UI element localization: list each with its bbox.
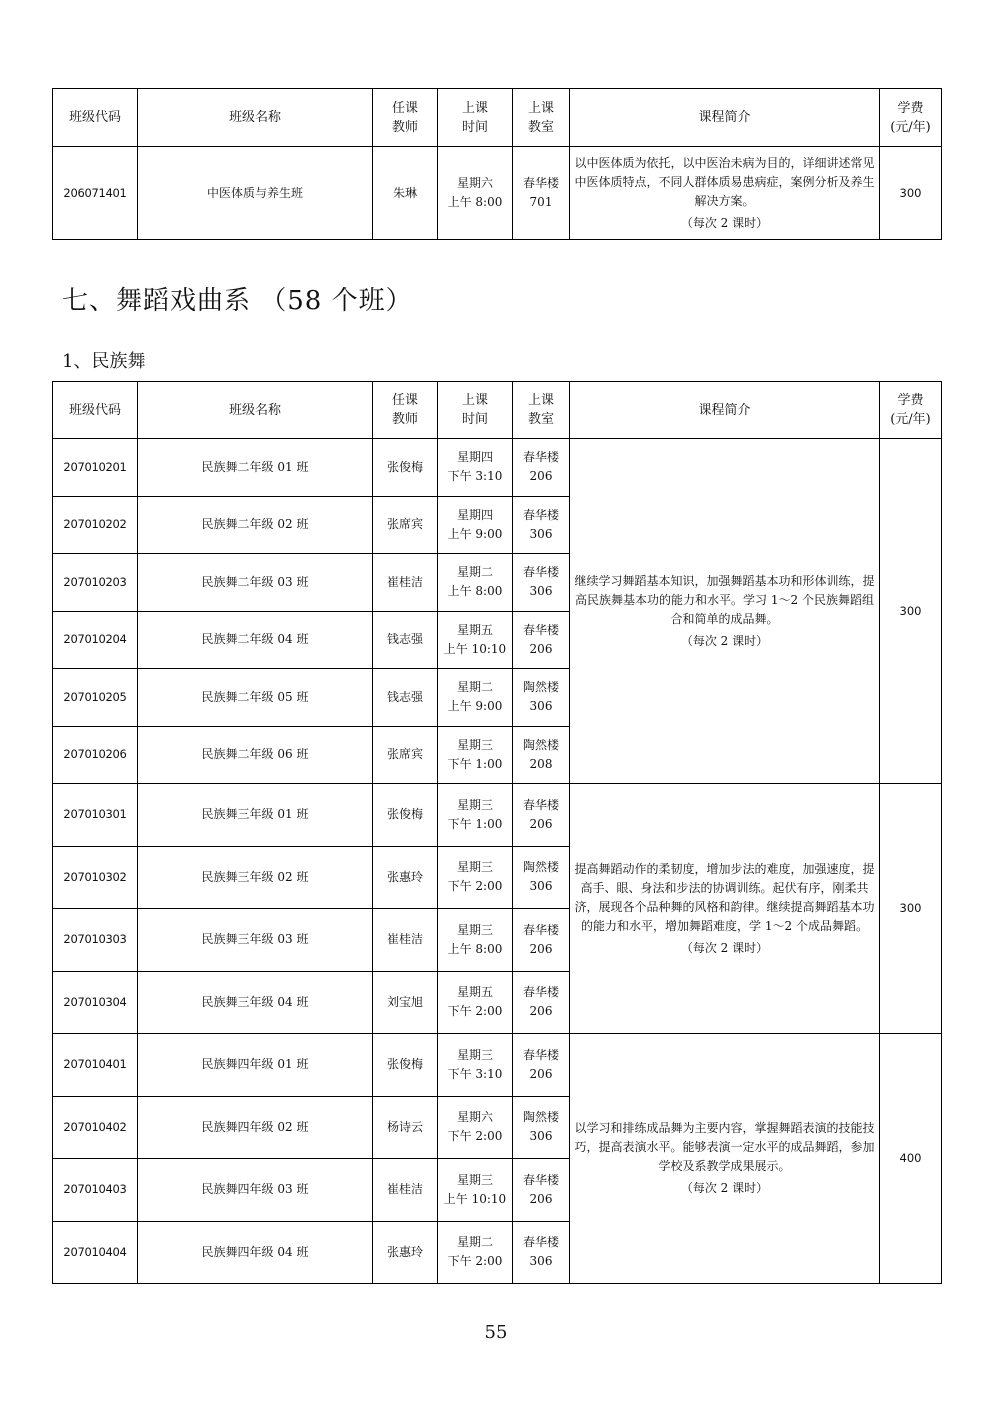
- class-code: 207010301: [53, 784, 138, 847]
- section-title: 七、舞蹈戏曲系 （58 个班）: [62, 286, 413, 316]
- class-teacher: 朱琳: [373, 147, 438, 240]
- class-fee: 300: [880, 784, 942, 1034]
- class-code: 207010404: [53, 1221, 138, 1284]
- class-time: 星期六 下午 2:00: [438, 1096, 513, 1159]
- class-name: 民族舞三年级 01 班: [138, 784, 373, 847]
- class-name: 民族舞四年级 02 班: [138, 1096, 373, 1159]
- class-teacher: 张席宾: [373, 496, 438, 554]
- class-time: 星期六 上午 8:00: [438, 147, 513, 240]
- class-room: 春华楼 206: [513, 1034, 570, 1097]
- class-name: 民族舞四年级 03 班: [138, 1159, 373, 1222]
- course-description: 以学习和排练成品舞为主要内容，掌握舞蹈表演的技能技巧，提高表演水平。能够表演一定水平的成品舞蹈，参加学校及系教学成果展示。 （每次 2 课时）: [570, 1034, 880, 1284]
- class-code: 207010402: [53, 1096, 138, 1159]
- class-name: 民族舞二年级 02 班: [138, 496, 373, 554]
- class-room: 春华楼 206: [513, 784, 570, 847]
- class-time: 星期四 上午 9:00: [438, 496, 513, 554]
- class-time: 星期五 下午 2:00: [438, 971, 513, 1034]
- class-code: 207010303: [53, 909, 138, 972]
- class-room: 春华楼 206: [513, 971, 570, 1034]
- class-time: 星期三 下午 3:10: [438, 1034, 513, 1097]
- class-teacher: 钱志强: [373, 611, 438, 669]
- class-teacher: 张惠玲: [373, 846, 438, 909]
- class-room: 春华楼 206: [513, 439, 570, 497]
- class-name: 民族舞三年级 02 班: [138, 846, 373, 909]
- class-name: 民族舞二年级 06 班: [138, 726, 373, 784]
- header-time: 上课 时间: [438, 382, 513, 439]
- class-name: 中医体质与养生班: [138, 147, 373, 240]
- header-room: 上课 教室: [513, 382, 570, 439]
- class-room: 春华楼 701: [513, 147, 570, 240]
- class-time: 星期二 上午 9:00: [438, 669, 513, 727]
- class-room: 春华楼 206: [513, 909, 570, 972]
- class-code: 207010202: [53, 496, 138, 554]
- table-header-row: [53, 382, 942, 439]
- header-fee: 学费 (元/年): [880, 382, 942, 439]
- class-name: 民族舞二年级 01 班: [138, 439, 373, 497]
- class-time: 星期二 上午 8:00: [438, 554, 513, 612]
- class-room: 春华楼 306: [513, 554, 570, 612]
- class-time: 星期三 下午 1:00: [438, 784, 513, 847]
- course-table-folk-dance: [52, 381, 942, 1284]
- course-note: （每次 2 课时）: [680, 215, 769, 230]
- course-note: （每次 2 课时）: [680, 633, 769, 648]
- section-subtitle: 1、民族舞: [62, 351, 146, 372]
- table-row: [53, 784, 942, 847]
- class-room: 陶然楼 306: [513, 669, 570, 727]
- class-time: 星期三 下午 1:00: [438, 726, 513, 784]
- class-teacher: 崔桂洁: [373, 909, 438, 972]
- class-name: 民族舞四年级 04 班: [138, 1221, 373, 1284]
- class-teacher: 崔桂洁: [373, 554, 438, 612]
- course-description: 提高舞蹈动作的柔韧度，增加步法的难度，加强速度，提高手、眼、身法和步法的协调训练。起伏有序，刚柔共济，展现各个品种舞的风格和韵律。继续提高舞蹈基本功的能力和水平，增加舞蹈难度，学 1～2 个成品舞蹈。 （每次 2 课时）: [570, 784, 880, 1034]
- table-header-row: [53, 89, 942, 147]
- class-teacher: 张俊梅: [373, 784, 438, 847]
- header-desc: 课程简介: [570, 382, 880, 439]
- header-name: 班级名称: [138, 89, 373, 147]
- header-desc: 课程简介: [570, 89, 880, 147]
- class-room: 陶然楼 208: [513, 726, 570, 784]
- header-name: 班级名称: [138, 382, 373, 439]
- header-teacher: 任课 教师: [373, 382, 438, 439]
- class-name: 民族舞二年级 05 班: [138, 669, 373, 727]
- class-room: 陶然楼 306: [513, 846, 570, 909]
- course-description: 以中医体质为依托，以中医治未病为目的，详细讲述常见中医体质特点，不同人群体质易患病症，案例分析及养生解决方案。 （每次 2 课时）: [570, 147, 880, 240]
- class-time: 星期二 下午 2:00: [438, 1221, 513, 1284]
- class-time: 星期三 下午 2:00: [438, 846, 513, 909]
- class-teacher: 刘宝旭: [373, 971, 438, 1034]
- table-row: [53, 439, 942, 497]
- class-code: 206071401: [53, 147, 138, 240]
- header-fee: 学费 (元/年): [880, 89, 942, 147]
- class-fee: 300: [880, 439, 942, 784]
- class-name: 民族舞二年级 03 班: [138, 554, 373, 612]
- class-room: 春华楼 306: [513, 1221, 570, 1284]
- class-name: 民族舞三年级 04 班: [138, 971, 373, 1034]
- class-code: 207010204: [53, 611, 138, 669]
- class-time: 星期四 下午 3:10: [438, 439, 513, 497]
- class-code: 207010203: [53, 554, 138, 612]
- class-code: 207010401: [53, 1034, 138, 1097]
- class-teacher: 崔桂洁: [373, 1159, 438, 1222]
- class-teacher: 张惠玲: [373, 1221, 438, 1284]
- class-name: 民族舞四年级 01 班: [138, 1034, 373, 1097]
- class-time: 星期三 上午 10:10: [438, 1159, 513, 1222]
- course-note: （每次 2 课时）: [680, 940, 769, 955]
- header-code: 班级代码: [53, 89, 138, 147]
- class-time: 星期五 上午 10:10: [438, 611, 513, 669]
- class-code: 207010205: [53, 669, 138, 727]
- class-code: 207010302: [53, 846, 138, 909]
- class-name: 民族舞二年级 04 班: [138, 611, 373, 669]
- header-room: 上课 教室: [513, 89, 570, 147]
- class-fee: 300: [880, 147, 942, 240]
- class-code: 207010201: [53, 439, 138, 497]
- class-teacher: 张俊梅: [373, 439, 438, 497]
- course-description: 继续学习舞蹈基本知识，加强舞蹈基本功和形体训练，提高民族舞基本功的能力和水平。学习 1～2 个民族舞蹈组合和简单的成品舞。 （每次 2 课时）: [570, 439, 880, 784]
- table-row: [53, 147, 942, 240]
- class-room: 春华楼 206: [513, 611, 570, 669]
- course-table-top: [52, 88, 942, 240]
- class-code: 207010403: [53, 1159, 138, 1222]
- class-teacher: 张席宾: [373, 726, 438, 784]
- header-time: 上课 时间: [438, 89, 513, 147]
- class-fee: 400: [880, 1034, 942, 1284]
- class-teacher: 张俊梅: [373, 1034, 438, 1097]
- header-teacher: 任课 教师: [373, 89, 438, 147]
- course-note: （每次 2 课时）: [680, 1181, 769, 1195]
- class-code: 207010304: [53, 971, 138, 1034]
- class-room: 春华楼 206: [513, 1159, 570, 1222]
- header-code: 班级代码: [53, 382, 138, 439]
- table-row: [53, 1034, 942, 1097]
- class-room: 春华楼 306: [513, 496, 570, 554]
- class-name: 民族舞三年级 03 班: [138, 909, 373, 972]
- class-room: 陶然楼 306: [513, 1096, 570, 1159]
- page-number: 55: [484, 1322, 508, 1343]
- class-teacher: 杨诗云: [373, 1096, 438, 1159]
- class-code: 207010206: [53, 726, 138, 784]
- class-time: 星期三 上午 8:00: [438, 909, 513, 972]
- class-teacher: 钱志强: [373, 669, 438, 727]
